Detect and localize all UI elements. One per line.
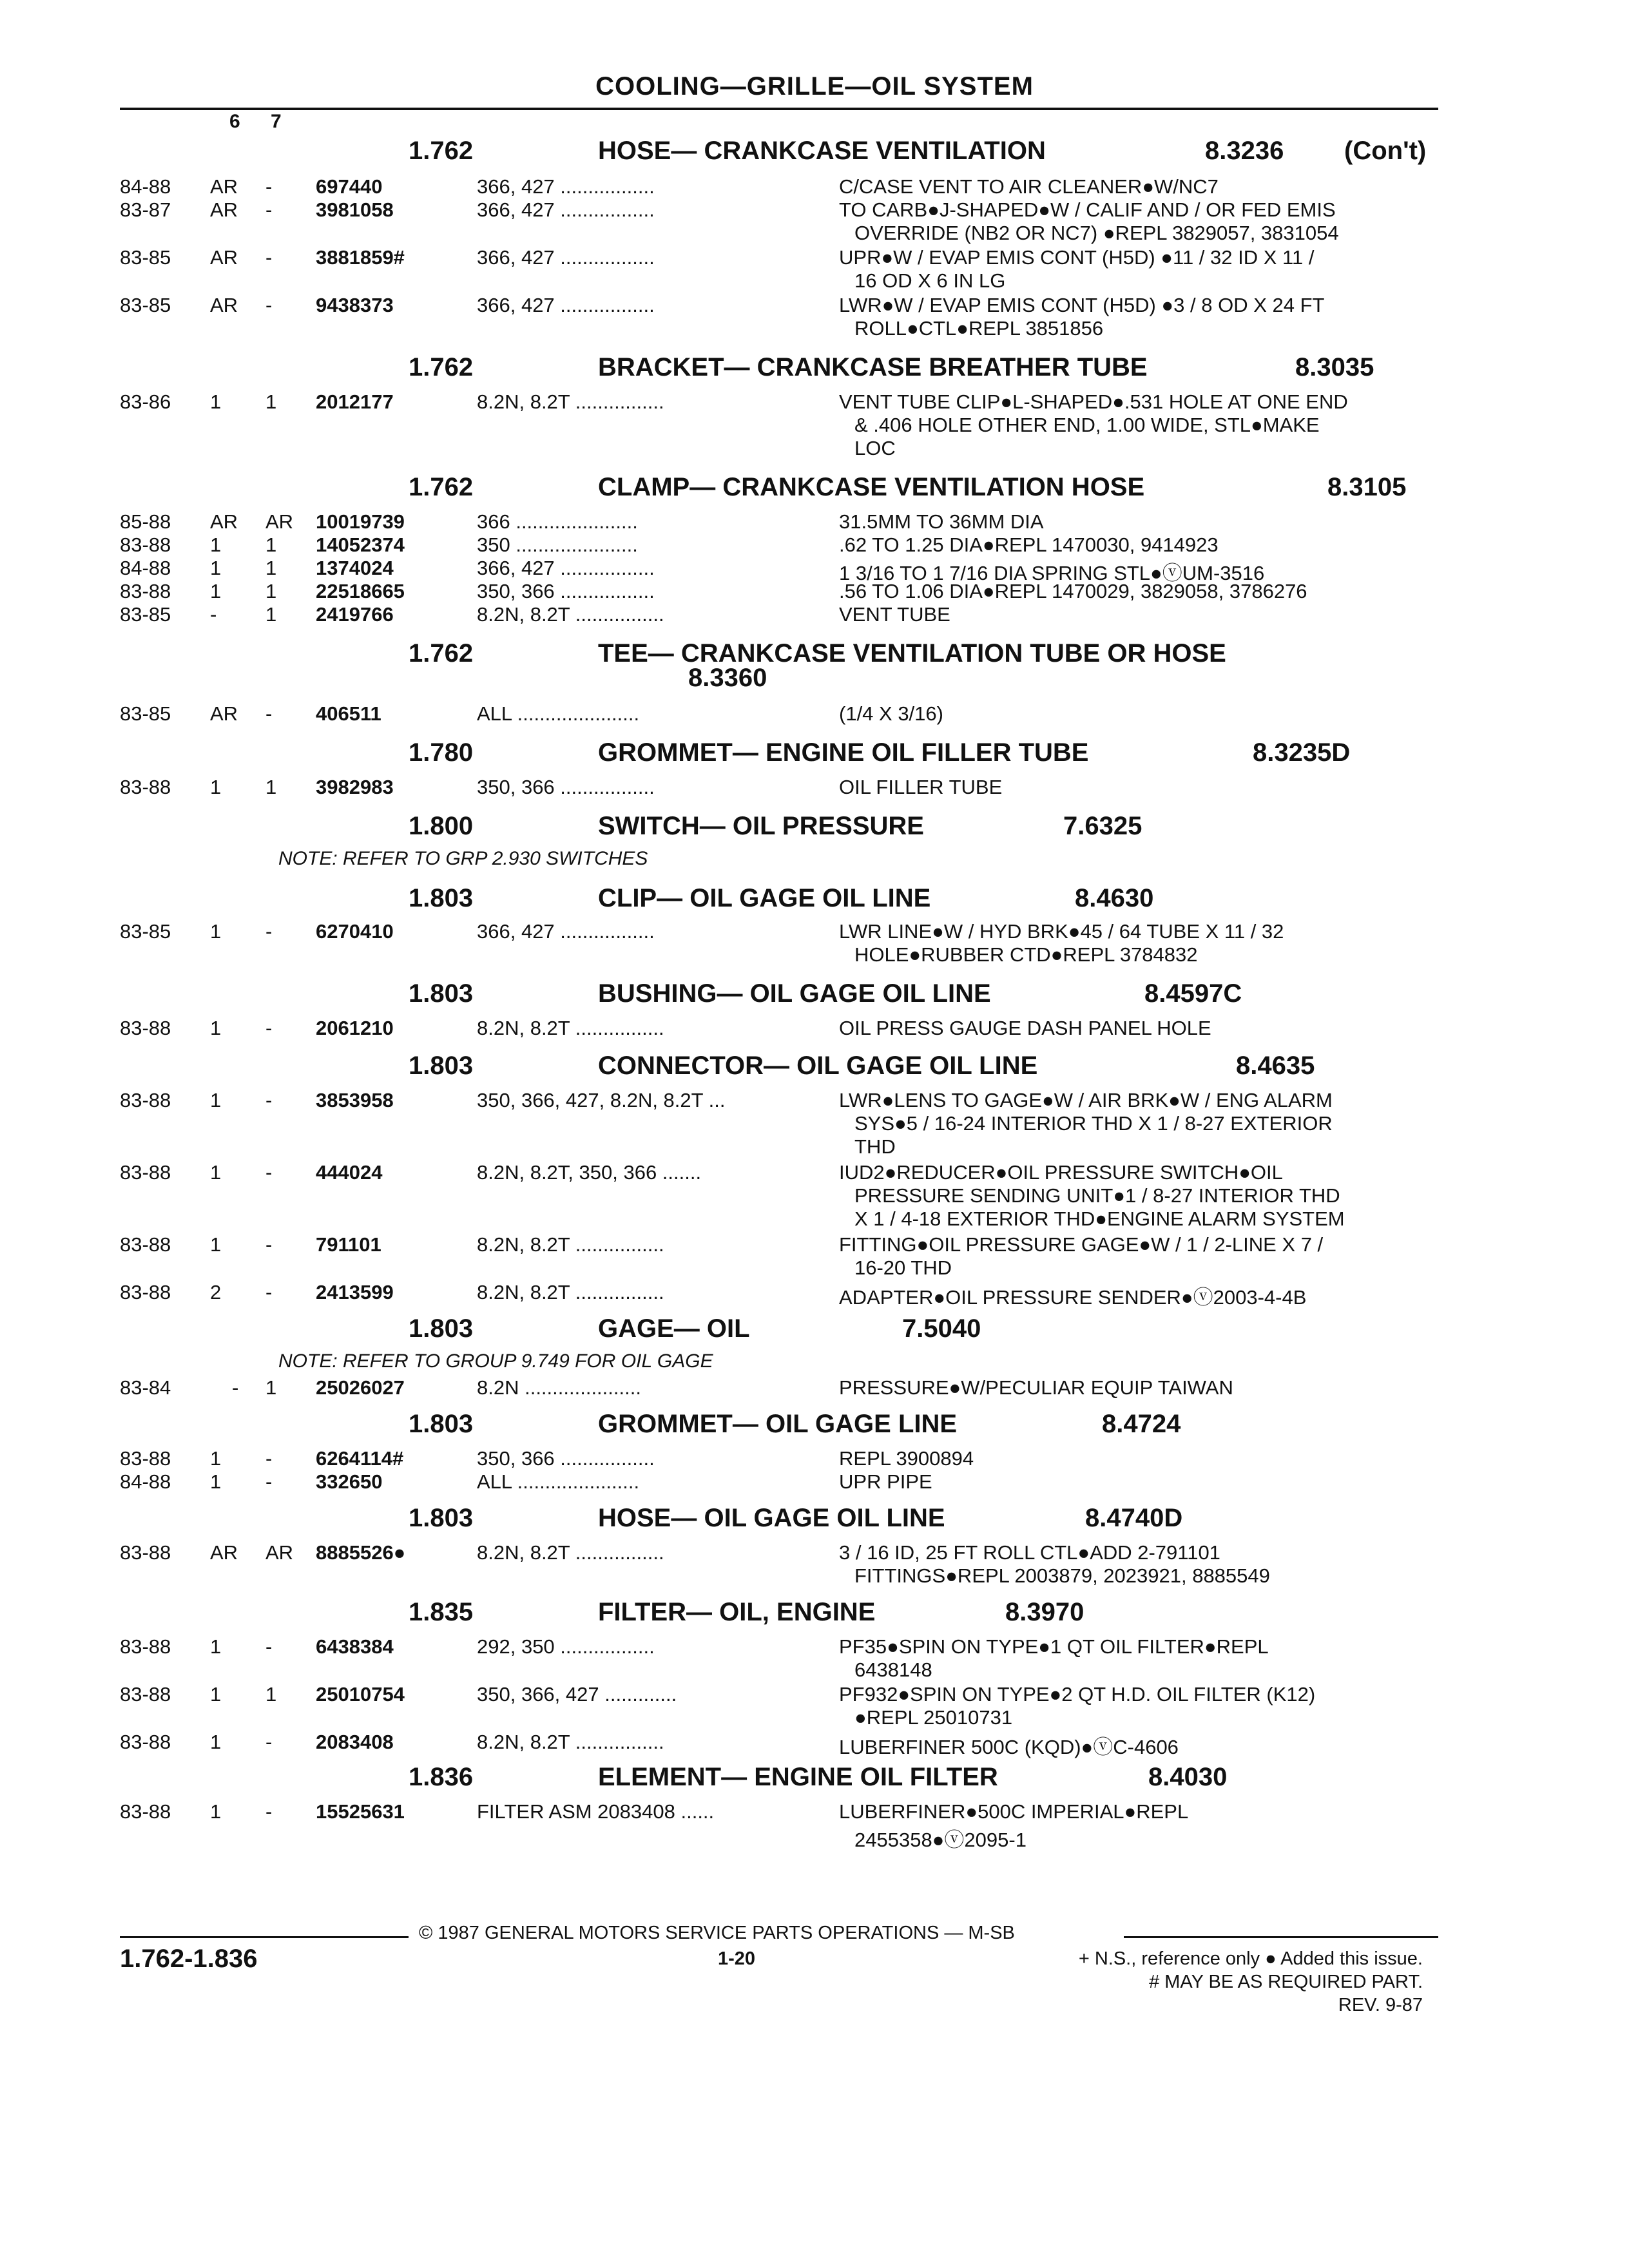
- row-description: .56 TO 1.06 DIA●REPL 1470029, 3829058, 3786276: [839, 580, 1307, 602]
- row-part-number: 3881859#: [316, 246, 405, 269]
- row-qty-6: 1: [210, 390, 222, 413]
- row-years: 83-85: [120, 603, 171, 626]
- row-qty-6: AR: [210, 294, 238, 316]
- row-qty-6: 1: [210, 1683, 222, 1706]
- section-group: 1.803: [409, 1052, 474, 1080]
- row-description-continued: OVERRIDE (NB2 OR NC7) ●REPL 3829057, 3831054: [854, 222, 1339, 244]
- row-description: C/CASE VENT TO AIR CLEANER●W/NC7: [839, 175, 1219, 198]
- row-years: 83-88: [120, 1683, 171, 1706]
- row-qty-6: 2: [210, 1281, 222, 1303]
- row-qty-6: AR: [210, 198, 238, 221]
- section-group: 1.803: [409, 1410, 474, 1438]
- table-row: [0, 246, 1629, 269]
- page-range: 1.762-1.836: [120, 1945, 258, 1973]
- row-years: 83-88: [120, 1161, 171, 1184]
- section-group: 1.803: [409, 1504, 474, 1532]
- row-description: LWR●W / EVAP EMIS CONT (H5D) ●3 / 8 OD X 24 FT: [839, 294, 1325, 316]
- row-qty-6: 1: [210, 776, 222, 798]
- row-description: UPR PIPE: [839, 1470, 932, 1493]
- section-group: 1.762: [409, 473, 474, 501]
- row-description-continued: ●REPL 25010731: [854, 1706, 1013, 1729]
- section-code: 8.3105: [1327, 473, 1407, 501]
- table-row: [0, 1447, 1629, 1470]
- row-description: PF932●SPIN ON TYPE●2 QT H.D. OIL FILTER (K12): [839, 1683, 1316, 1706]
- row-part-number: 1374024: [316, 557, 394, 579]
- row-models: 8.2N, 8.2T ................: [477, 390, 664, 413]
- footer-rule-left: [120, 1936, 409, 1938]
- row-models: 292, 350 .................: [477, 1635, 655, 1658]
- section-header: [0, 1504, 1629, 1537]
- section-code: 7.6325: [1063, 812, 1142, 840]
- row-part-number: 22518665: [316, 580, 405, 602]
- row-models: 8.2N, 8.2T ................: [477, 1233, 664, 1256]
- row-models: 350, 366 .................: [477, 776, 655, 798]
- row-description-continued: 16-20 THD: [854, 1256, 952, 1279]
- row-years: 83-88: [120, 533, 171, 556]
- page-number: 1-20: [718, 1948, 756, 1969]
- row-part-number: 3853958: [316, 1089, 394, 1111]
- section-header: [0, 979, 1629, 1013]
- row-models: 8.2N, 8.2T ................: [477, 1017, 664, 1039]
- row-description: PF35●SPIN ON TYPE●1 QT OIL FILTER●REPL: [839, 1635, 1269, 1658]
- section-group: 1.762: [409, 639, 474, 668]
- row-qty-6: 1: [210, 1089, 222, 1111]
- row-description: LUBERFINER 500C (KQD)●ⓥC-4606: [839, 1736, 1179, 1758]
- row-description: IUD2●REDUCER●OIL PRESSURE SWITCH●OIL: [839, 1161, 1283, 1184]
- row-models: 366, 427 .................: [477, 920, 655, 943]
- section-header: [0, 738, 1629, 772]
- section-name: HOSE— OIL GAGE OIL LINE: [598, 1504, 945, 1532]
- section-header: [0, 1314, 1629, 1348]
- row-models: ALL ......................: [477, 702, 640, 725]
- row-part-number: 2419766: [316, 603, 394, 626]
- row-qty-7: 1: [265, 603, 277, 626]
- section-header: [0, 1052, 1629, 1085]
- row-description-continued: & .406 HOLE OTHER END, 1.00 WIDE, STL●MAKE: [854, 414, 1320, 436]
- row-description-continued: PRESSURE SENDING UNIT●1 / 8-27 INTERIOR THD: [854, 1184, 1340, 1207]
- table-row: [0, 198, 1629, 222]
- table-row: [0, 920, 1629, 943]
- row-description: TO CARB●J-SHAPED●W / CALIF AND / OR FED EMIS: [839, 198, 1336, 221]
- section-header: [0, 884, 1629, 918]
- row-qty-6: AR: [210, 702, 238, 725]
- row-qty-6: 1: [210, 1447, 222, 1470]
- row-part-number: 444024: [316, 1161, 383, 1184]
- note-text: NOTE: REFER TO GROUP 9.749 FOR OIL GAGE: [278, 1350, 713, 1372]
- row-qty-7: AR: [265, 510, 294, 533]
- section-code: 8.4724: [1102, 1410, 1181, 1438]
- row-qty-7: 1: [265, 580, 277, 602]
- row-description: 3 / 16 ID, 25 FT ROLL CTL●ADD 2-791101: [839, 1541, 1220, 1564]
- row-qty-7: -: [265, 1161, 273, 1184]
- row-years: 83-84: [120, 1376, 171, 1399]
- section-name: GROMMET— ENGINE OIL FILLER TUBE: [598, 738, 1089, 767]
- row-description-continued: HOLE●RUBBER CTD●REPL 3784832: [854, 943, 1198, 966]
- row-part-number: 8885526●: [316, 1541, 406, 1564]
- section-name: CLIP— OIL GAGE OIL LINE: [598, 884, 931, 912]
- row-description: REPL 3900894: [839, 1447, 974, 1470]
- table-row: [0, 1017, 1629, 1040]
- section-header: [0, 1598, 1629, 1631]
- section-header: [0, 353, 1629, 387]
- row-models: 8.2N .....................: [477, 1376, 641, 1399]
- row-models: 8.2N, 8.2T ................: [477, 1731, 664, 1753]
- row-years: 83-85: [120, 702, 171, 725]
- table-row: [0, 533, 1629, 557]
- row-years: 83-88: [120, 1800, 171, 1823]
- row-qty-7: -: [265, 1233, 273, 1256]
- row-models: ALL ......................: [477, 1470, 640, 1493]
- row-models: 366, 427 .................: [477, 198, 655, 221]
- row-years: 83-88: [120, 1089, 171, 1111]
- row-part-number: 2012177: [316, 390, 394, 413]
- row-description: UPR●W / EVAP EMIS CONT (H5D) ●11 / 32 ID X 11 /: [839, 246, 1315, 269]
- table-row: [0, 390, 1629, 414]
- row-years: 83-87: [120, 198, 171, 221]
- row-models: 350, 366 .................: [477, 1447, 655, 1470]
- row-description-continued: FITTINGS●REPL 2003879, 2023921, 8885549: [854, 1564, 1270, 1587]
- section-name: ELEMENT— ENGINE OIL FILTER: [598, 1763, 998, 1791]
- row-models: 366, 427 .................: [477, 557, 655, 579]
- row-qty-6: 1: [210, 1233, 222, 1256]
- row-description-continued: ROLL●CTL●REPL 3851856: [854, 317, 1104, 340]
- table-row: [0, 1089, 1629, 1112]
- section-header-wrap: [0, 664, 1629, 697]
- section-code: 8.3235D: [1253, 738, 1351, 767]
- row-qty-7: -: [265, 1800, 273, 1823]
- section-name: GAGE— OIL: [598, 1314, 750, 1343]
- row-models: 350, 366 .................: [477, 580, 655, 602]
- row-qty-6: AR: [210, 246, 238, 269]
- row-description: VENT TUBE CLIP●L-SHAPED●.531 HOLE AT ONE END: [839, 390, 1348, 413]
- table-row: [0, 1731, 1629, 1758]
- section-group: 1.800: [409, 812, 474, 840]
- table-row: [0, 603, 1629, 626]
- section-group: 1.803: [409, 884, 474, 912]
- row-description: .62 TO 1.25 DIA●REPL 1470030, 9414923: [839, 533, 1219, 556]
- section-group: 1.803: [409, 979, 474, 1008]
- table-row: [0, 557, 1629, 584]
- table-row: [0, 510, 1629, 533]
- table-row: [0, 175, 1629, 198]
- section-header: [0, 137, 1629, 170]
- row-qty-6: 1: [210, 1017, 222, 1039]
- row-models: FILTER ASM 2083408 ......: [477, 1800, 715, 1823]
- row-description: FITTING●OIL PRESSURE GAGE●W / 1 / 2-LINE X 7 /: [839, 1233, 1324, 1256]
- row-qty-7: -: [265, 175, 273, 198]
- row-qty-7: -: [265, 1017, 273, 1039]
- row-years: 84-88: [120, 557, 171, 579]
- row-models: 350, 366, 427, 8.2N, 8.2T ...: [477, 1089, 726, 1111]
- row-qty-6: 1: [210, 533, 222, 556]
- row-part-number: 9438373: [316, 294, 394, 316]
- row-models: 350 ......................: [477, 533, 638, 556]
- table-row: [0, 1376, 1629, 1399]
- section-code: 8.4630: [1075, 884, 1154, 912]
- row-models: 8.2N, 8.2T, 350, 366 .......: [477, 1161, 702, 1184]
- row-models: 366 ......................: [477, 510, 638, 533]
- row-description-continued: THD: [854, 1135, 896, 1158]
- row-part-number: 14052374: [316, 533, 405, 556]
- row-part-number: 3982983: [316, 776, 394, 798]
- row-part-number: 406511: [316, 702, 381, 725]
- row-qty-6: 1: [210, 1731, 222, 1753]
- row-models: 8.2N, 8.2T ................: [477, 1281, 664, 1303]
- row-part-number: 6264114#: [316, 1447, 404, 1470]
- table-row: [0, 1635, 1629, 1658]
- row-years: 83-85: [120, 294, 171, 316]
- note-text: NOTE: REFER TO GRP 2.930 SWITCHES: [278, 848, 648, 869]
- row-description: 1 3/16 TO 1 7/16 DIA SPRING STL●ⓥUM-3516: [839, 562, 1265, 584]
- row-part-number: 791101: [316, 1233, 381, 1256]
- row-years: 83-88: [120, 1017, 171, 1039]
- row-models: 8.2N, 8.2T ................: [477, 1541, 664, 1564]
- row-part-number: 2061210: [316, 1017, 394, 1039]
- section-code: 8.3035: [1295, 353, 1374, 381]
- table-row: [0, 776, 1629, 799]
- row-qty-7: 1: [265, 390, 277, 413]
- row-qty-7: -: [265, 198, 273, 221]
- copyright-line: © 1987 GENERAL MOTORS SERVICE PARTS OPERATIONS — M-SB: [419, 1923, 1015, 1943]
- row-qty-6: 1: [210, 920, 222, 943]
- table-row: [0, 1470, 1629, 1494]
- page-title: COOLING—GRILLE—OIL SYSTEM: [595, 72, 1034, 101]
- row-qty-7: 1: [265, 1683, 277, 1706]
- section-header: [0, 812, 1629, 845]
- row-years: 83-88: [120, 1447, 171, 1470]
- table-row: [0, 1161, 1629, 1184]
- section-header: [0, 473, 1629, 506]
- section-group: 1.762: [409, 137, 474, 165]
- row-qty-7: -: [265, 1089, 273, 1111]
- section-code: 8.3970: [1005, 1598, 1084, 1626]
- row-qty-6: -: [210, 603, 217, 626]
- row-qty-7: -: [265, 1731, 273, 1753]
- row-qty-6: 1: [210, 580, 222, 602]
- section-code: 8.4597C: [1144, 979, 1242, 1008]
- row-models: 350, 366, 427 .............: [477, 1683, 677, 1706]
- row-qty-7: -: [265, 920, 273, 943]
- row-description-continued: 6438148: [854, 1658, 932, 1681]
- row-years: 83-88: [120, 1635, 171, 1658]
- section-name: BRACKET— CRANKCASE BREATHER TUBE: [598, 353, 1148, 381]
- row-part-number: 2413599: [316, 1281, 394, 1303]
- section-code: 8.4635: [1236, 1052, 1315, 1080]
- row-models: 366, 427 .................: [477, 294, 655, 316]
- row-part-number: 15525631: [316, 1800, 405, 1823]
- section-group: 1.780: [409, 738, 474, 767]
- row-qty-7: -: [265, 1281, 273, 1303]
- row-part-number: 10019739: [316, 510, 405, 533]
- row-part-number: 6270410: [316, 920, 394, 943]
- row-description: ADAPTER●OIL PRESSURE SENDER●ⓥ2003-4-4B: [839, 1286, 1307, 1309]
- row-models: 366, 427 .................: [477, 246, 655, 269]
- column-number-7: 7: [271, 111, 282, 132]
- section-header: [0, 1410, 1629, 1443]
- row-qty-7: -: [265, 1447, 273, 1470]
- row-description: 31.5MM TO 36MM DIA: [839, 510, 1044, 533]
- table-row: [0, 1233, 1629, 1256]
- row-description-continued: 16 OD X 6 IN LG: [854, 269, 1006, 292]
- row-years: 83-88: [120, 1233, 171, 1256]
- table-row: [0, 702, 1629, 726]
- table-row: [0, 294, 1629, 317]
- row-qty-7: AR: [265, 1541, 294, 1564]
- revision: REV. 9-87: [1338, 1995, 1423, 2015]
- row-qty-7: -: [265, 294, 273, 316]
- section-name: GROMMET— OIL GAGE LINE: [598, 1410, 958, 1438]
- row-qty-6: 1: [210, 1635, 222, 1658]
- row-qty-6: AR: [210, 510, 238, 533]
- row-description: OIL PRESS GAUGE DASH PANEL HOLE: [839, 1017, 1211, 1039]
- row-description: LWR LINE●W / HYD BRK●45 / 64 TUBE X 11 / 32: [839, 920, 1284, 943]
- section-name: SWITCH— OIL PRESSURE: [598, 812, 924, 840]
- section-code: 7.5040: [902, 1314, 981, 1343]
- row-part-number: 3981058: [316, 198, 394, 221]
- row-part-number: 332650: [316, 1470, 383, 1493]
- section-group: 1.803: [409, 1314, 474, 1343]
- row-qty-6: 1: [210, 557, 222, 579]
- row-years: 84-88: [120, 175, 171, 198]
- row-qty-7: 1: [265, 533, 277, 556]
- row-part-number: 697440: [316, 175, 383, 198]
- row-description: (1/4 X 3/16): [839, 702, 943, 725]
- legend-line-2: # MAY BE AS REQUIRED PART.: [1149, 1972, 1423, 1992]
- row-qty-6: AR: [210, 175, 238, 198]
- row-description: PRESSURE●W/PECULIAR EQUIP TAIWAN: [839, 1376, 1233, 1399]
- section-code: 8.3236: [1205, 137, 1284, 165]
- row-years: 83-88: [120, 1731, 171, 1753]
- row-models: 366, 427 .................: [477, 175, 655, 198]
- row-qty-7: 1: [265, 1376, 277, 1399]
- row-qty-7: -: [265, 1470, 273, 1493]
- section-code: 8.3360: [688, 664, 767, 692]
- row-qty-6: -: [232, 1376, 239, 1399]
- table-row: [0, 1541, 1629, 1564]
- row-description: VENT TUBE: [839, 603, 950, 626]
- row-description-continued: SYS●5 / 16-24 INTERIOR THD X 1 / 8-27 EXTERIOR: [854, 1112, 1333, 1135]
- table-row: [0, 1800, 1629, 1823]
- row-description: LWR●LENS TO GAGE●W / AIR BRK●W / ENG ALARM: [839, 1089, 1333, 1111]
- row-description-continued: 2455358●ⓥ2095-1: [854, 1829, 1027, 1851]
- row-qty-6: 1: [210, 1470, 222, 1493]
- section-name: HOSE— CRANKCASE VENTILATION: [598, 137, 1046, 165]
- row-qty-6: AR: [210, 1541, 238, 1564]
- table-row: [0, 1281, 1629, 1309]
- column-number-6: 6: [229, 111, 240, 132]
- row-years: 83-86: [120, 390, 171, 413]
- section-name: CLAMP— CRANKCASE VENTILATION HOSE: [598, 473, 1145, 501]
- row-part-number: 6438384: [316, 1635, 394, 1658]
- row-years: 84-88: [120, 1470, 171, 1493]
- section-code: 8.4740D: [1085, 1504, 1183, 1532]
- row-years: 83-85: [120, 920, 171, 943]
- section-continued: (Con't): [1344, 137, 1427, 165]
- table-row: [0, 580, 1629, 603]
- section-name: BUSHING— OIL GAGE OIL LINE: [598, 979, 991, 1008]
- section-group: 1.836: [409, 1763, 474, 1791]
- footer-rule-right: [1124, 1936, 1438, 1938]
- row-years: 83-88: [120, 1281, 171, 1303]
- row-description: LUBERFINER●500C IMPERIAL●REPL: [839, 1800, 1189, 1823]
- table-row: [0, 1683, 1629, 1706]
- legend-line-1: + N.S., reference only ● Added this issue.: [1078, 1948, 1423, 1969]
- row-years: 83-88: [120, 580, 171, 602]
- section-header: [0, 1763, 1629, 1796]
- row-part-number: 25010754: [316, 1683, 405, 1706]
- section-code: 8.4030: [1148, 1763, 1228, 1791]
- row-qty-7: -: [265, 702, 273, 725]
- row-years: 83-88: [120, 1541, 171, 1564]
- row-qty-7: 1: [265, 557, 277, 579]
- section-name: CONNECTOR— OIL GAGE OIL LINE: [598, 1052, 1038, 1080]
- section-name: TEE— CRANKCASE VENTILATION TUBE OR HOSE: [598, 639, 1226, 668]
- row-part-number: 25026027: [316, 1376, 405, 1399]
- row-part-number: 2083408: [316, 1731, 394, 1753]
- section-name: FILTER— OIL, ENGINE: [598, 1598, 876, 1626]
- section-group: 1.762: [409, 353, 474, 381]
- row-qty-6: 1: [210, 1800, 222, 1823]
- row-description: OIL FILLER TUBE: [839, 776, 1003, 798]
- row-models: 8.2N, 8.2T ................: [477, 603, 664, 626]
- row-years: 85-88: [120, 510, 171, 533]
- row-years: 83-88: [120, 776, 171, 798]
- row-description-continued: LOC: [854, 437, 896, 459]
- row-qty-6: 1: [210, 1161, 222, 1184]
- section-group: 1.835: [409, 1598, 474, 1626]
- header-rule: [120, 108, 1438, 110]
- row-qty-7: -: [265, 1635, 273, 1658]
- row-description-continued: X 1 / 4-18 EXTERIOR THD●ENGINE ALARM SYSTEM: [854, 1207, 1345, 1230]
- row-years: 83-85: [120, 246, 171, 269]
- row-qty-7: -: [265, 246, 273, 269]
- row-qty-7: 1: [265, 776, 277, 798]
